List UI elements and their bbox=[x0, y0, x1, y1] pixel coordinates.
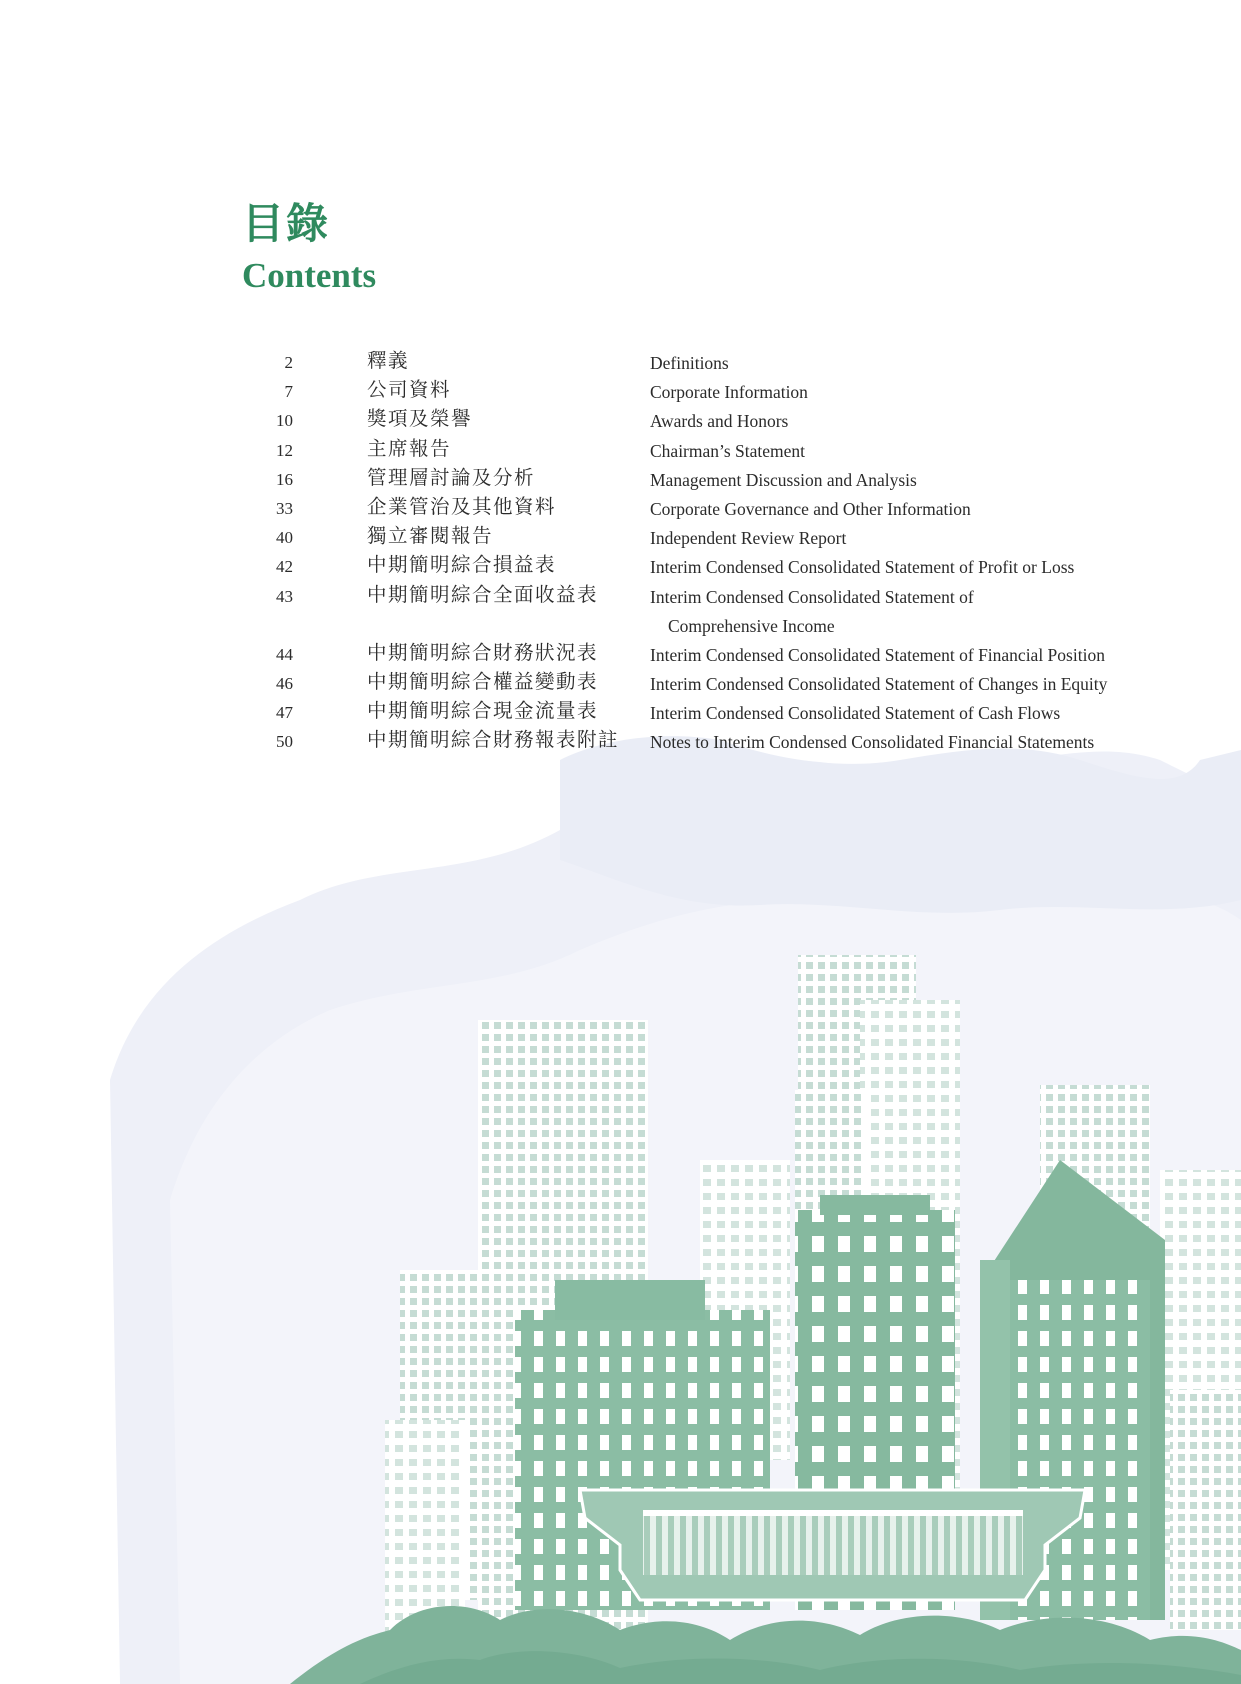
contents-title-chinese: 目錄 bbox=[242, 199, 331, 248]
toc-title-chinese: 主席報告 bbox=[367, 436, 452, 460]
toc-page-number: 50 bbox=[276, 732, 293, 752]
toc-entry[interactable] bbox=[0, 496, 1241, 525]
toc-page-number: 44 bbox=[276, 644, 293, 664]
toc-title-chinese: 中期簡明綜合權益變動表 bbox=[367, 670, 599, 694]
contents-title-english: Contents bbox=[242, 256, 377, 295]
toc-title-english bbox=[650, 583, 1130, 641]
toc-title-english: Definitions bbox=[650, 353, 729, 373]
toc-title-chinese: 獎項及榮譽 bbox=[367, 407, 473, 431]
table-of-contents bbox=[0, 350, 1241, 759]
toc-title-english: Interim Condensed Consolidated Statement of Financial Position bbox=[650, 644, 1105, 665]
toc-page-number: 7 bbox=[284, 382, 293, 402]
toc-entry[interactable] bbox=[0, 729, 1241, 758]
toc-page-number: 16 bbox=[276, 469, 293, 489]
toc-page-number: 12 bbox=[276, 440, 293, 460]
toc-title-chinese: 中期簡明綜合全面收益表 bbox=[367, 582, 599, 606]
toc-page-number: 40 bbox=[276, 528, 293, 548]
toc-title-chinese: 管理層討論及分析 bbox=[367, 465, 536, 489]
toc-title-english: Corporate Governance and Other Information bbox=[650, 498, 971, 519]
toc-page-number: 2 bbox=[284, 353, 293, 372]
toc-title-english-line1: Interim Condensed Consolidated Statement of bbox=[650, 586, 974, 607]
toc-title-chinese: 中期簡明綜合現金流量表 bbox=[367, 699, 599, 723]
toc-entry[interactable] bbox=[0, 379, 1241, 408]
toc-entry[interactable] bbox=[0, 525, 1241, 554]
toc-title-english: Management Discussion and Analysis bbox=[650, 469, 917, 490]
toc-entry[interactable] bbox=[0, 408, 1241, 437]
toc-entry[interactable] bbox=[0, 350, 1241, 379]
toc-page-number: 43 bbox=[276, 586, 293, 606]
toc-entry[interactable] bbox=[0, 700, 1241, 729]
toc-title-english: Notes to Interim Condensed Consolidated Financial Statements bbox=[650, 732, 1095, 753]
toc-entry[interactable] bbox=[0, 584, 1241, 642]
toc-entry[interactable] bbox=[0, 438, 1241, 467]
toc-title-chinese: 公司資料 bbox=[367, 378, 452, 402]
toc-entry[interactable] bbox=[0, 671, 1241, 700]
toc-title-english: Chairman’s Statement bbox=[650, 440, 806, 461]
contents-heading bbox=[242, 198, 376, 298]
toc-entry[interactable] bbox=[0, 642, 1241, 671]
toc-title-english: Awards and Honors bbox=[650, 411, 789, 432]
toc-title-english: Corporate Information bbox=[650, 382, 808, 403]
toc-page-number: 33 bbox=[276, 498, 293, 518]
toc-title-english-line2: Comprehensive Income bbox=[668, 615, 835, 636]
toc-title-chinese: 企業管治及其他資料 bbox=[367, 494, 557, 518]
toc-title-english: Interim Condensed Consolidated Statement of Profit or Loss bbox=[650, 557, 1075, 578]
toc-page-number: 10 bbox=[276, 411, 293, 431]
toc-title-english: Independent Review Report bbox=[650, 528, 847, 549]
toc-title-english: Interim Condensed Consolidated Statement of Cash Flows bbox=[650, 703, 1061, 724]
toc-title-chinese: 中期簡明綜合財務狀況表 bbox=[367, 640, 599, 664]
toc-page-number: 46 bbox=[276, 674, 293, 694]
toc-title-chinese: 中期簡明綜合損益表 bbox=[367, 553, 557, 577]
toc-page-number: 47 bbox=[276, 703, 293, 723]
toc-title-english: Interim Condensed Consolidated Statement of Changes in Equity bbox=[650, 674, 1108, 695]
toc-entry[interactable] bbox=[0, 554, 1241, 583]
toc-title-chinese: 獨立審閱報告 bbox=[367, 524, 494, 548]
toc-entry[interactable] bbox=[0, 467, 1241, 496]
toc-title-chinese: 釋義 bbox=[367, 349, 410, 372]
toc-title-chinese: 中期簡明綜合財務報表附註 bbox=[367, 728, 620, 752]
toc-page-number: 42 bbox=[276, 557, 293, 577]
